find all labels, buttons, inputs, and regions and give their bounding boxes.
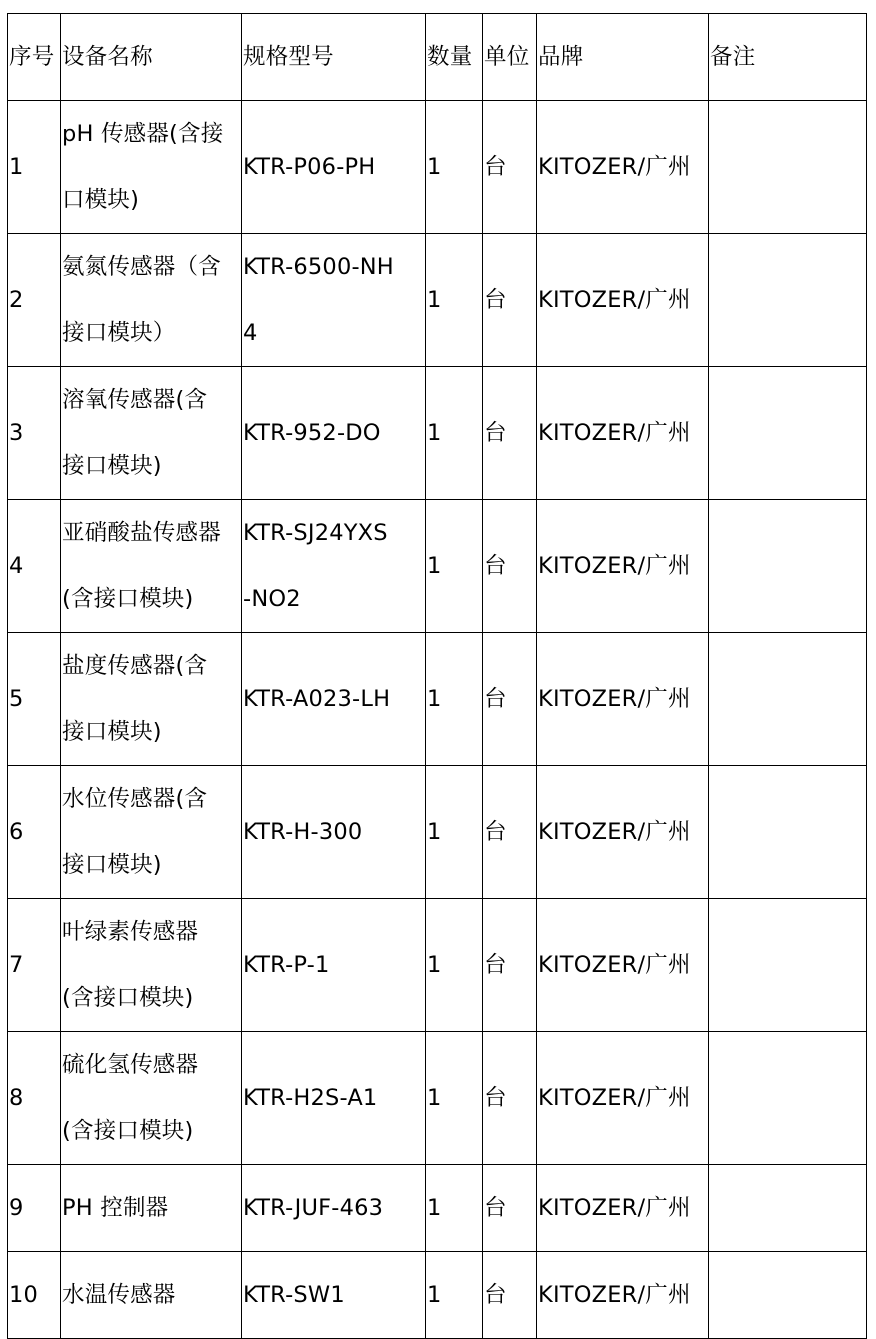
table-row bbox=[8, 1252, 867, 1339]
table-row bbox=[8, 766, 867, 899]
cell-name bbox=[61, 633, 242, 766]
cell-model-line: -NO2 bbox=[243, 586, 301, 612]
header-cell-brand: 品牌 bbox=[537, 14, 709, 101]
cell-model-line: KTR-P06-PH bbox=[243, 154, 376, 180]
cell-model-line: KTR-SW1 bbox=[243, 1282, 345, 1308]
equipment-table bbox=[7, 13, 867, 1339]
cell-brand: KITOZER/广州 bbox=[537, 234, 709, 367]
cell-name-line: (含接口模块) bbox=[62, 985, 194, 1011]
cell-name-line: (含接口模块) bbox=[62, 1118, 194, 1144]
cell-model-line: KTR-952-DO bbox=[243, 420, 381, 446]
cell-no: 5 bbox=[8, 633, 61, 766]
cell-note bbox=[709, 101, 867, 234]
cell-unit: 台 bbox=[483, 766, 537, 899]
cell-name-line: 叶绿素传感器 bbox=[62, 919, 199, 945]
cell-name-line: 水温传感器 bbox=[62, 1282, 176, 1308]
cell-no: 2 bbox=[8, 234, 61, 367]
cell-name-line: 溶氧传感器(含 bbox=[62, 387, 208, 413]
cell-unit: 台 bbox=[483, 234, 537, 367]
cell-brand: KITOZER/广州 bbox=[537, 1032, 709, 1165]
cell-model bbox=[242, 234, 426, 367]
cell-unit: 台 bbox=[483, 1252, 537, 1339]
table-row bbox=[8, 1165, 867, 1252]
cell-name-line: 接口模块） bbox=[62, 320, 176, 346]
cell-model-line: KTR-H-300 bbox=[243, 819, 363, 845]
cell-name bbox=[61, 1252, 242, 1339]
cell-model-line: KTR-H2S-A1 bbox=[243, 1085, 378, 1111]
cell-note bbox=[709, 1032, 867, 1165]
table-row bbox=[8, 234, 867, 367]
cell-no: 6 bbox=[8, 766, 61, 899]
cell-note bbox=[709, 1252, 867, 1339]
cell-model bbox=[242, 766, 426, 899]
cell-name bbox=[61, 101, 242, 234]
table-row bbox=[8, 367, 867, 500]
cell-name-line: 亚硝酸盐传感器 bbox=[62, 520, 221, 546]
cell-qty: 1 bbox=[426, 766, 483, 899]
cell-no: 7 bbox=[8, 899, 61, 1032]
cell-model-line: 4 bbox=[243, 320, 258, 346]
cell-brand: KITOZER/广州 bbox=[537, 766, 709, 899]
cell-name-line: PH 控制器 bbox=[62, 1195, 169, 1221]
cell-name-line: 氨氮传感器（含 bbox=[62, 254, 221, 280]
cell-note bbox=[709, 633, 867, 766]
cell-model bbox=[242, 1032, 426, 1165]
table-row bbox=[8, 1032, 867, 1165]
cell-model bbox=[242, 1165, 426, 1252]
cell-model bbox=[242, 500, 426, 633]
cell-name bbox=[61, 1032, 242, 1165]
cell-unit: 台 bbox=[483, 1165, 537, 1252]
cell-model-line: KTR-SJ24YXS bbox=[243, 520, 388, 546]
cell-name bbox=[61, 234, 242, 367]
cell-qty: 1 bbox=[426, 367, 483, 500]
cell-unit: 台 bbox=[483, 101, 537, 234]
cell-model-line: KTR-JUF-463 bbox=[243, 1195, 384, 1221]
cell-qty: 1 bbox=[426, 234, 483, 367]
cell-note bbox=[709, 1165, 867, 1252]
cell-qty: 1 bbox=[426, 1032, 483, 1165]
cell-model-line: KTR-6500-NH bbox=[243, 254, 394, 280]
cell-qty: 1 bbox=[426, 899, 483, 1032]
cell-qty: 1 bbox=[426, 1252, 483, 1339]
cell-brand: KITOZER/广州 bbox=[537, 367, 709, 500]
cell-no: 4 bbox=[8, 500, 61, 633]
cell-unit: 台 bbox=[483, 633, 537, 766]
cell-model bbox=[242, 101, 426, 234]
cell-brand: KITOZER/广州 bbox=[537, 633, 709, 766]
cell-name-line: 硫化氢传感器 bbox=[62, 1052, 199, 1078]
cell-no: 3 bbox=[8, 367, 61, 500]
cell-name bbox=[61, 766, 242, 899]
cell-name-line: 接口模块) bbox=[62, 453, 162, 479]
header-cell-note: 备注 bbox=[709, 14, 867, 101]
cell-model bbox=[242, 367, 426, 500]
cell-brand: KITOZER/广州 bbox=[537, 500, 709, 633]
cell-brand: KITOZER/广州 bbox=[537, 899, 709, 1032]
cell-name-line: 接口模块) bbox=[62, 719, 162, 745]
cell-no: 9 bbox=[8, 1165, 61, 1252]
cell-model-line: KTR-A023-LH bbox=[243, 686, 391, 712]
cell-note bbox=[709, 500, 867, 633]
cell-model bbox=[242, 899, 426, 1032]
cell-unit: 台 bbox=[483, 367, 537, 500]
header-cell-unit: 单位 bbox=[483, 14, 537, 101]
cell-unit: 台 bbox=[483, 899, 537, 1032]
cell-name-line: 口模块) bbox=[62, 187, 140, 213]
cell-no: 8 bbox=[8, 1032, 61, 1165]
cell-name-line: 盐度传感器(含 bbox=[62, 653, 208, 679]
cell-qty: 1 bbox=[426, 633, 483, 766]
cell-name-line: 接口模块) bbox=[62, 852, 162, 878]
table-row bbox=[8, 899, 867, 1032]
cell-note bbox=[709, 766, 867, 899]
header-cell-no: 序号 bbox=[8, 14, 61, 101]
cell-qty: 1 bbox=[426, 500, 483, 633]
cell-name-line: 水位传感器(含 bbox=[62, 786, 208, 812]
cell-qty: 1 bbox=[426, 101, 483, 234]
cell-model bbox=[242, 1252, 426, 1339]
cell-note bbox=[709, 367, 867, 500]
header-cell-model: 规格型号 bbox=[242, 14, 426, 101]
cell-name-line: (含接口模块) bbox=[62, 586, 194, 612]
cell-model bbox=[242, 633, 426, 766]
cell-name bbox=[61, 899, 242, 1032]
header-cell-qty: 数量 bbox=[426, 14, 483, 101]
cell-name-line: pH 传感器(含接 bbox=[62, 121, 224, 147]
cell-brand: KITOZER/广州 bbox=[537, 101, 709, 234]
table-row bbox=[8, 500, 867, 633]
cell-brand: KITOZER/广州 bbox=[537, 1165, 709, 1252]
cell-name bbox=[61, 500, 242, 633]
cell-name bbox=[61, 367, 242, 500]
header-cell-name: 设备名称 bbox=[61, 14, 242, 101]
cell-brand: KITOZER/广州 bbox=[537, 1252, 709, 1339]
cell-no: 10 bbox=[8, 1252, 61, 1339]
table-row bbox=[8, 101, 867, 234]
cell-note bbox=[709, 899, 867, 1032]
cell-qty: 1 bbox=[426, 1165, 483, 1252]
header-row bbox=[8, 14, 867, 101]
cell-model-line: KTR-P-1 bbox=[243, 952, 330, 978]
cell-note bbox=[709, 234, 867, 367]
cell-unit: 台 bbox=[483, 1032, 537, 1165]
table-row bbox=[8, 633, 867, 766]
cell-unit: 台 bbox=[483, 500, 537, 633]
cell-name bbox=[61, 1165, 242, 1252]
cell-no: 1 bbox=[8, 101, 61, 234]
